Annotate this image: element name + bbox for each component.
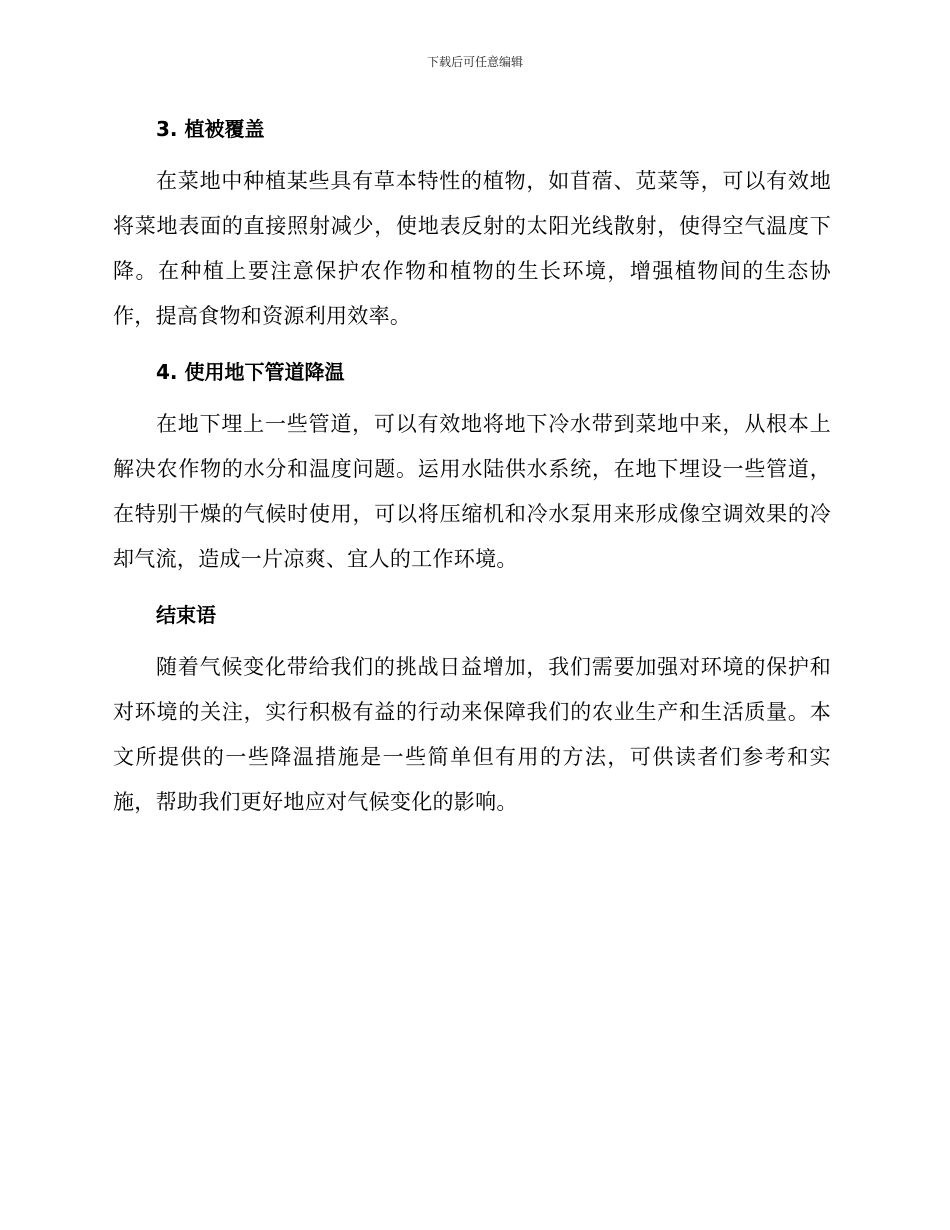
- section-paragraph-vegetation-cover: 在菜地中种植某些具有草本特性的植物，如苜蓿、苋菜等，可以有效地将菜地表面的直接照射减少，使地表反射的太阳光线散射，使得空气温度下降。在种植上要注意保护农作物和植物的生长环境，增强植物间的生态协作，提高食物和资源利用效率。: [113, 169, 831, 328]
- section-paragraph-underground-pipes: 在地下埋上一些管道，可以有效地将地下冷水带到菜地中来，从根本上解决农作物的水分和温度问题。运用水陆供水系统，在地下埋设一些管道，在特别干燥的气候时使用，可以将压缩机和冷水泵用来形成像空调效果的冷却气流，造成一片凉爽、宜人的工作环境。: [113, 412, 831, 571]
- section-paragraph-conclusion: 随着气候变化带给我们的挑战日益增加，我们需要加强对环境的保护和对环境的关注，实行积极有益的行动来保障我们的农业生产和生活质量。本文所提供的一些降温措施是一些简单但有用的方法，可供读者们参考和实施，帮助我们更好地应对气候变化的影响。: [113, 655, 831, 814]
- document-body: [113, 110, 831, 825]
- page-header: 下载后可任意编辑: [426, 55, 523, 69]
- section-heading-conclusion: 结束语: [156, 603, 216, 627]
- section-heading-vegetation-cover: 3. 植被覆盖: [156, 117, 265, 141]
- section-heading-underground-pipes: 4. 使用地下管道降温: [156, 360, 345, 384]
